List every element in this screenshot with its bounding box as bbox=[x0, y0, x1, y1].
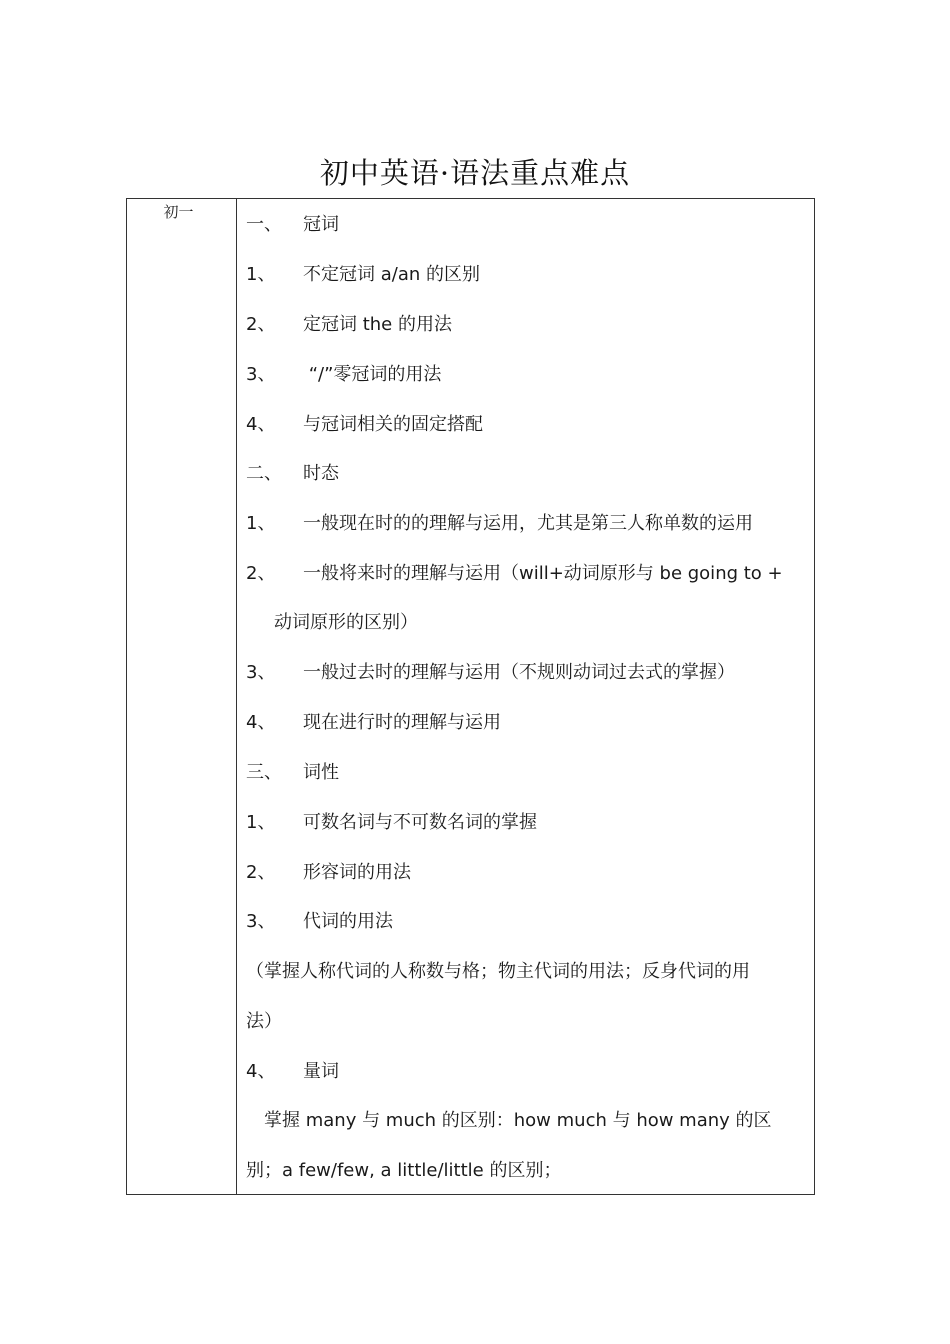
item-text: 动词原形的区别） bbox=[274, 612, 418, 633]
item-text: 代词的用法 bbox=[303, 911, 393, 932]
paragraph-line bbox=[246, 1007, 808, 1037]
item-number: 4、 bbox=[246, 712, 276, 733]
list-item bbox=[246, 410, 808, 440]
item-number: 4、 bbox=[246, 414, 276, 435]
paragraph-text: （掌握人称代词的人称数与格；物主代词的用法；反身代词的用 bbox=[246, 961, 750, 982]
section-heading-articles bbox=[246, 210, 808, 240]
item-text: 一般现在时的的理解与运用，尤其是第三人称单数的运用 bbox=[303, 513, 753, 534]
section-number: 一、 bbox=[246, 214, 282, 235]
item-text: 形容词的用法 bbox=[303, 862, 411, 883]
section-number: 二、 bbox=[246, 463, 282, 484]
item-text: 量词 bbox=[303, 1061, 339, 1082]
section-title: 词性 bbox=[303, 762, 339, 783]
item-number: 1、 bbox=[246, 513, 276, 534]
paragraph-line bbox=[246, 1106, 808, 1136]
item-text: 可数名词与不可数名词的掌握 bbox=[303, 812, 537, 833]
item-text: 一般过去时的理解与运用（不规则动词过去式的掌握） bbox=[303, 662, 735, 683]
list-item bbox=[246, 1057, 808, 1087]
list-item bbox=[246, 509, 808, 539]
paragraph-text: 法） bbox=[246, 1011, 282, 1032]
page-title: 初中英语·语法重点难点 bbox=[319, 156, 631, 190]
list-item bbox=[246, 310, 808, 340]
item-number: 1、 bbox=[246, 812, 276, 833]
list-item-continuation bbox=[246, 608, 808, 638]
item-text: 与冠词相关的固定搭配 bbox=[303, 414, 483, 435]
grade-label: 初一 bbox=[163, 203, 194, 221]
item-text: 现在进行时的理解与运用 bbox=[303, 712, 501, 733]
item-text: 一般将来时的理解与运用（will+动词原形与 be going to + bbox=[303, 563, 783, 584]
item-text: 不定冠词 a/an 的区别 bbox=[303, 264, 480, 285]
content-cell bbox=[237, 199, 814, 1194]
paragraph-line bbox=[246, 957, 808, 987]
item-number: 2、 bbox=[246, 563, 276, 584]
list-item bbox=[246, 260, 808, 290]
list-item bbox=[246, 658, 808, 688]
section-heading-parts-of-speech bbox=[246, 758, 808, 788]
list-item bbox=[246, 858, 808, 888]
section-title: 冠词 bbox=[303, 214, 339, 235]
item-number: 2、 bbox=[246, 862, 276, 883]
list-item bbox=[246, 559, 808, 589]
grade-cell bbox=[127, 199, 237, 1194]
section-number: 三、 bbox=[246, 762, 282, 783]
grammar-table bbox=[126, 198, 815, 1195]
item-number: 4、 bbox=[246, 1061, 276, 1082]
item-text: “/”零冠词的用法 bbox=[303, 364, 442, 385]
paragraph-line bbox=[246, 1156, 808, 1186]
paragraph-text: 掌握 many 与 much 的区别：how much 与 how many 的区 bbox=[264, 1110, 772, 1131]
section-heading-tenses bbox=[246, 459, 808, 489]
list-item bbox=[246, 808, 808, 838]
item-number: 2、 bbox=[246, 314, 276, 335]
item-number: 1、 bbox=[246, 264, 276, 285]
item-number: 3、 bbox=[246, 364, 276, 385]
item-number: 3、 bbox=[246, 911, 276, 932]
list-item bbox=[246, 907, 808, 937]
paragraph-text: 别；a few/few, a little/little 的区别； bbox=[246, 1160, 562, 1181]
section-title: 时态 bbox=[303, 463, 339, 484]
item-text: 定冠词 the 的用法 bbox=[303, 314, 452, 335]
item-number: 3、 bbox=[246, 662, 276, 683]
list-item bbox=[246, 360, 808, 390]
list-item bbox=[246, 708, 808, 738]
